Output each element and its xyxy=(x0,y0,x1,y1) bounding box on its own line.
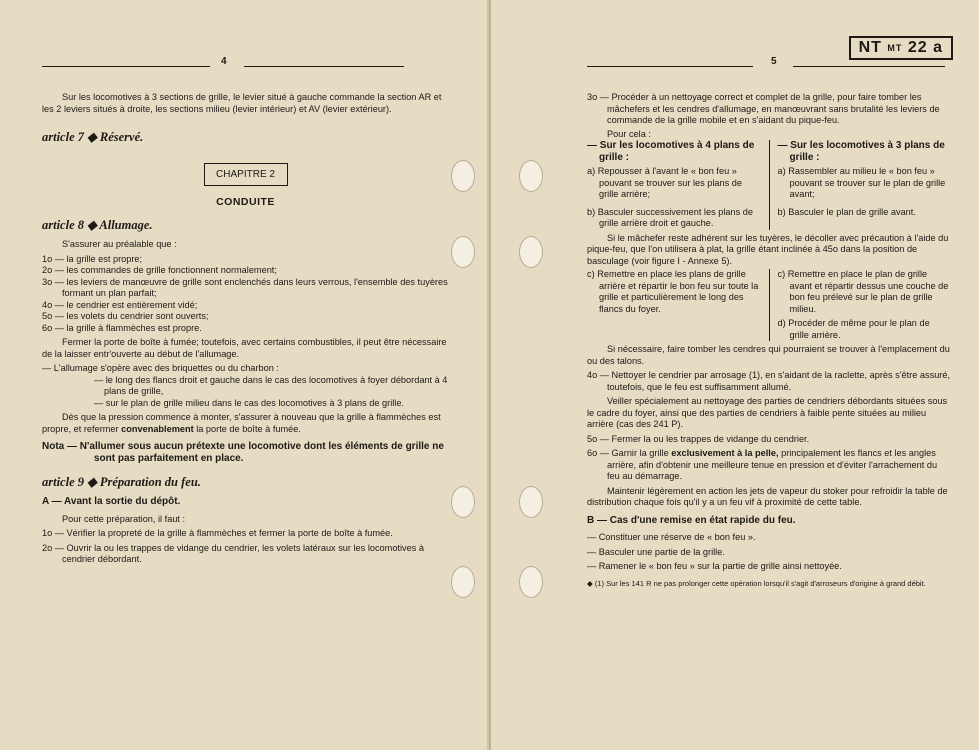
allumage-item: — le long des flancs droit et gauche dans le cas des locomotives à foyer débordant à 4 plans de grille, xyxy=(94,374,448,396)
header-rule-right xyxy=(244,66,404,67)
binder-hole xyxy=(519,160,543,192)
necessaire-paragraph: Si nécessaire, faire tomber les cendres qui pourraient se trouver à l'emplacement du ou des talons. xyxy=(587,344,950,366)
b-item: — Constituer une réserve de « bon feu ». xyxy=(587,532,756,542)
binder-hole xyxy=(451,236,475,268)
binder-hole xyxy=(519,236,543,268)
item-6-text-b: exclusivement à la pelle, xyxy=(671,448,779,458)
allumage-item: — sur le plan de grille milieu dans le cas des locomotives à 3 plans de grille. xyxy=(94,397,404,408)
header-rule-left xyxy=(587,66,753,67)
machefer-paragraph: Si le mâchefer reste adhérent sur les tuyères, le décoller avec précaution à l'aide du pique-feu, que l'on utilisera à plat, la grille étant inclinée à 45o dans la position de basculage (voir figure I - Annexe 5). xyxy=(587,232,949,266)
article-8-heading: article 8 ◆ Allumage. xyxy=(42,218,153,232)
col4-c: c) Remettre en place les plans de grille arrière et répartir le bon feu sur toute la grille et particulièrement le long des flancs du foyer. xyxy=(587,269,759,314)
prep-item: 2o — Ouvrir la ou les trappes de vidange du cendrier, les volets latéraux sur les locomotives à cendrier débordant. xyxy=(42,542,424,564)
check-item: 1o — la grille est propre; xyxy=(42,253,143,264)
page-number-right: 5 xyxy=(771,56,777,67)
binder-hole xyxy=(519,566,543,598)
pour-cela: Pour cela : xyxy=(607,128,651,139)
chapter-box: CHAPITRE 2 xyxy=(204,163,288,186)
col3-c: c) Remettre en place le plan de grille avant et répartir dessus une couche de bon feu prélevé sur le plan de grille milieu. xyxy=(777,269,949,314)
article-9-heading: article 9 ◆ Préparation du feu. xyxy=(42,475,201,489)
pression-text-a: Dès que la pression commence à monter, s'assurer à nouveau que la grille à flammèches est propre, et refermer xyxy=(42,412,441,434)
article-7-heading: article 7 ◆ Réservé. xyxy=(42,130,144,144)
check-item: 5o — les volets du cendrier sont ouverts; xyxy=(42,311,209,321)
column-3-plans xyxy=(769,140,952,230)
col3-b: b) Basculer le plan de grille avant. xyxy=(777,206,916,217)
item-6-text-a: 6o — Garnir la grille xyxy=(587,448,669,458)
item-6-text-c: principalement les flancs et les angles arrière, afin d'obtenir une meilleure tenue en pression et d'éviter l'arrachement du feu au démarrage. xyxy=(607,448,938,481)
veiller-paragraph: Veiller spécialement au nettoyage des parties de cendriers débordants situées sous le cadre du foyer, ainsi que des parties de cendriers à faible pente situées au milieu arrière (cas des 241 P). xyxy=(587,396,948,429)
item-5: 5o — Fermer la ou les trappes de vidange du cendrier. xyxy=(587,433,810,444)
check-item: 4o — le cendrier est entièrement vidé; xyxy=(42,299,198,310)
column-3-plans-cd xyxy=(769,269,952,341)
doc-ref-small: MT xyxy=(887,42,903,53)
col3-a: a) Rassembler au milieu le « bon feu » pouvant se trouver sur le plan de grille avant; xyxy=(777,166,946,199)
pression-text-c: la porte de boîte à fumée. xyxy=(196,423,301,434)
header-rule-right xyxy=(793,66,945,67)
column-4-plans-c xyxy=(587,269,761,341)
doc-ref-number: 22 a xyxy=(907,39,943,56)
prep-line: Pour cette préparation, il faut : xyxy=(62,513,186,524)
two-column-block-2 xyxy=(587,269,951,341)
check-item: 3o — les leviers de manœuvre de grille sont enclenchés dans leurs verrous, l'ensemble des tuyères formant un plan parfait; xyxy=(42,276,448,298)
col4-b: b) Basculer successivement les plans de grille arrière droit et gauche. xyxy=(587,206,753,228)
binder-hole xyxy=(451,566,475,598)
col3-d: d) Procéder de même pour le plan de grille arrière. xyxy=(777,318,930,340)
intro-paragraph: Sur les locomotives à 3 sections de grille, le levier situé à gauche commande la section AR et les 2 leviers situés à droite, les sections milieu (levier intérieur) et AV (levier extérieur). xyxy=(42,92,442,114)
binder-hole xyxy=(519,486,543,518)
col4-title: — Sur les locomotives à 4 plans de grille : xyxy=(587,140,755,163)
item-4: 4o — Nettoyer le cendrier par arrosage (1), en s'aidant de la raclette, après s'être assuré, toutefois, que le feu est suffisamment allumé. xyxy=(587,370,951,392)
item-3: 3o — Procéder à un nettoyage correct et complet de la grille, pour faire tomber les mâchefers et les cendres d'allumage, en manœuvrant sans brutalité les leviers de commande de la grille mobile et en s'aidant du pique-feu. xyxy=(587,92,940,125)
pression-text-b: convenablement xyxy=(121,423,194,434)
binder-hole xyxy=(451,160,475,192)
section-b-heading: B — Cas d'une remise en état rapide du feu. xyxy=(587,514,796,526)
doc-ref-main: NT xyxy=(858,39,882,56)
section-a-heading: A — Avant la sortie du dépôt. xyxy=(42,496,181,507)
left-page xyxy=(0,0,489,750)
check-item: 6o — la grille à flammèches est propre. xyxy=(42,322,202,333)
right-page xyxy=(491,0,979,750)
item-6 xyxy=(587,448,951,483)
column-4-plans xyxy=(587,140,761,230)
header-rule-left xyxy=(42,66,210,67)
nota-paragraph: Nota — N'allumer sous aucun prétexte une locomotive dont les éléments de grille ne sont pas parfaitement en place. xyxy=(42,441,444,464)
allumage-line: — L'allumage s'opère avec des briquettes ou du charbon : xyxy=(42,363,279,373)
b-item: — Basculer une partie de la grille. xyxy=(587,546,725,557)
footnote: ◆ (1) Sur les 141 R ne pas prolonger cette opération lorsqu'il s'agit d'arroseurs d'origine à grand débit. xyxy=(587,578,926,588)
binder-hole xyxy=(451,486,475,518)
check-item: 2o — les commandes de grille fonctionnent normalement; xyxy=(42,265,277,275)
assure-line: S'assurer au préalable que : xyxy=(62,239,177,249)
two-column-block xyxy=(587,140,951,230)
page-number-left: 4 xyxy=(221,56,227,67)
pression-paragraph xyxy=(42,412,449,435)
col4-a: a) Repousser à l'avant le « bon feu » pouvant se trouver sur les plans de grille arrière; xyxy=(587,166,742,199)
document-reference xyxy=(849,36,953,60)
fermer-paragraph: Fermer la porte de boîte à fumée; toutefois, avec certains combustibles, il peut être nécessaire de la laisser entr'ouverte au début de l'allumage. xyxy=(42,337,447,359)
chapter-title: CONDUITE xyxy=(216,196,275,208)
b-item: — Ramener le « bon feu » sur la partie de grille ainsi nettoyée. xyxy=(587,561,842,571)
col3-title: — Sur les locomotives à 3 plans de grille : xyxy=(777,140,945,163)
prep-item: 1o — Vérifier la propreté de la grille à flammèches et fermer la porte de boîte à fumée. xyxy=(42,528,393,538)
maintenir-paragraph: Maintenir légèrement en action les jets de vapeur du stoker pour refroidir la table de distribution chaque fois qu'il y a un feu vif à proximité de cette table. xyxy=(587,485,948,507)
